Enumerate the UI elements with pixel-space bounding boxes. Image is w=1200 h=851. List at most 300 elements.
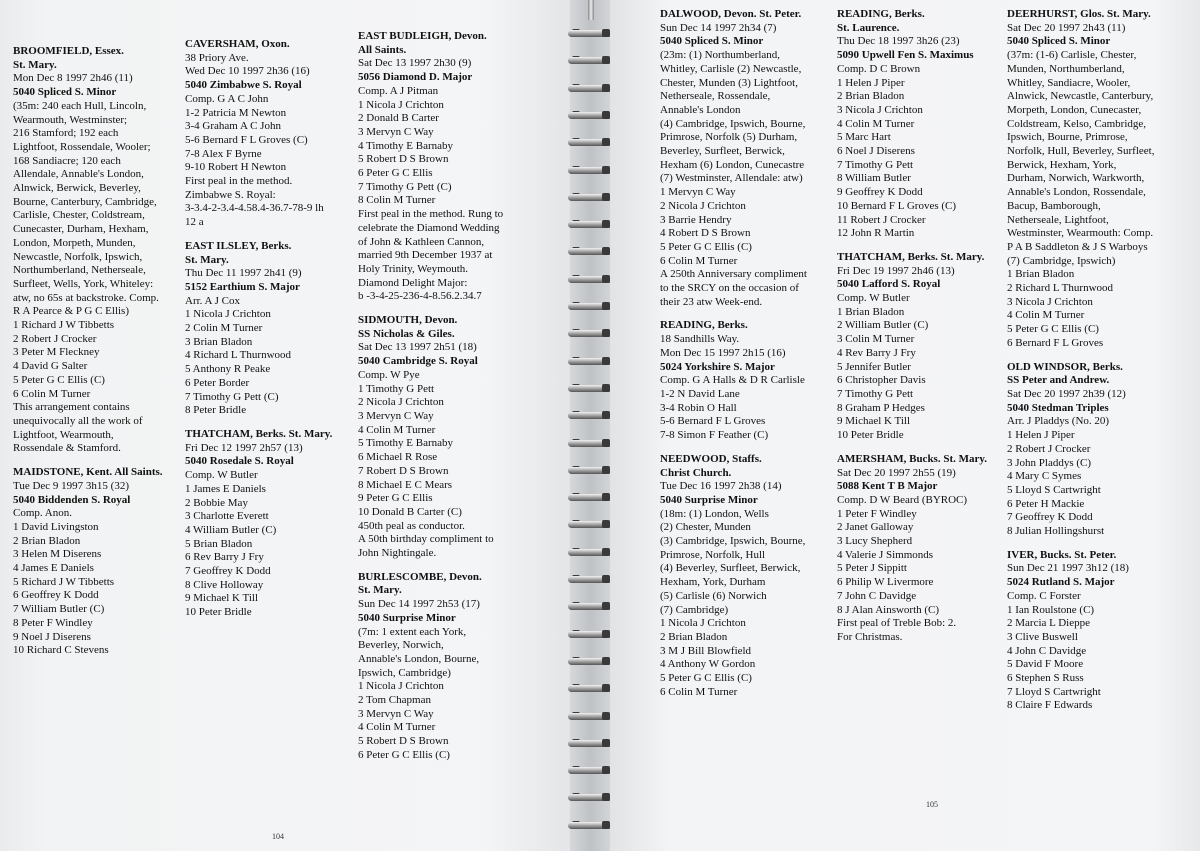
text-line: 2 Robert J Crocker bbox=[13, 332, 97, 345]
text-line: 6 Colin M Turner bbox=[660, 685, 738, 698]
text-line: 2 Brian Bladon bbox=[837, 90, 905, 103]
text-line: 7 Geoffrey K Dodd bbox=[1007, 511, 1093, 524]
text-line: 5 David F Moore bbox=[1007, 658, 1084, 671]
text-line: 5 Brian Bladon bbox=[185, 537, 253, 550]
text-line: (4) Cambridge, Ipswich, Bourne, bbox=[660, 117, 806, 130]
text-line: Coldstream, Kelso, Cambridge, bbox=[1007, 117, 1147, 130]
entry-separator bbox=[358, 304, 503, 314]
text-line: 9-10 Robert H Newton bbox=[185, 161, 287, 174]
text-line: 7-8 Simon F Feather (C) bbox=[660, 429, 769, 442]
text-line: SIDMOUTH, Devon. bbox=[358, 314, 458, 327]
text-line: 6 Geoffrey K Dodd bbox=[13, 589, 99, 602]
text-line: 5 Peter G C Ellis (C) bbox=[660, 672, 752, 685]
text-line: 1 Nicola J Crichton bbox=[358, 98, 444, 111]
text-line: London, Morpeth, Munden, bbox=[13, 236, 136, 249]
text-line: 5040 Spliced S. Minor bbox=[660, 35, 764, 48]
text-line: 18 Sandhills Way. bbox=[660, 333, 740, 346]
entry-separator bbox=[185, 418, 332, 428]
text-line: 1-2 N David Lane bbox=[660, 387, 740, 400]
text-line: (5) Carlisle (6) Norwich bbox=[660, 589, 767, 602]
text-line: (7) Westminster, Allendale: atw) bbox=[660, 172, 803, 185]
text-line: Comp. G A Halls & D R Carlisle bbox=[660, 374, 805, 387]
text-line: 9 Peter G C Ellis bbox=[358, 492, 433, 505]
text-line: 5 Peter G C Ellis (C) bbox=[13, 373, 105, 386]
text-line: 3 Nicola J Crichton bbox=[1007, 295, 1093, 308]
text-line: 5024 Rutland S. Major bbox=[1007, 576, 1115, 589]
text-line: 4 Colin M Turner bbox=[358, 423, 436, 436]
text-line: (37m: (1-6) Carlisle, Chester, bbox=[1007, 49, 1137, 62]
text-line: Munden, Northumberland, bbox=[1007, 62, 1125, 75]
text-line: 1 Mervyn C Way bbox=[660, 186, 736, 199]
text-line: 10 Peter Bridle bbox=[185, 606, 252, 619]
binding-ring bbox=[566, 381, 614, 395]
binding-ring bbox=[566, 272, 614, 286]
text-line: 4 John C Davidge bbox=[1007, 644, 1087, 657]
text-line: 6 Michael R Rose bbox=[358, 451, 438, 464]
binding-ring bbox=[566, 244, 614, 258]
text-line: 168 Sandiacre; 120 each bbox=[13, 154, 121, 167]
text-line: 10 Bernard F L Groves (C) bbox=[837, 199, 957, 212]
text-line: Bourne, Canterbury, Cambridge, bbox=[13, 195, 157, 208]
text-line: Bacup, Bamborough, bbox=[1007, 199, 1101, 212]
text-line: 4 Rev Barry J Fry bbox=[837, 346, 916, 359]
text-line: MAIDSTONE, Kent. All Saints. bbox=[13, 466, 163, 479]
text-line: 216 Stamford; 192 each bbox=[13, 127, 119, 140]
text-line: 3 Lucy Shepherd bbox=[837, 535, 913, 548]
text-line: 8 William Butler bbox=[837, 172, 911, 185]
binding-ring bbox=[566, 490, 614, 504]
text-line: 9 Noel J Diserens bbox=[13, 630, 91, 643]
text-line: 3 Brian Bladon bbox=[185, 335, 253, 348]
text-line: Sat Dec 20 1997 2h43 (11) bbox=[1007, 21, 1126, 34]
right-page-column-1 bbox=[660, 8, 807, 699]
text-line: READING, Berks. bbox=[837, 8, 925, 20]
text-line: 5040 Cambridge S. Royal bbox=[358, 355, 478, 368]
text-line: Beverley, Surfleet, Berwick, bbox=[660, 145, 785, 158]
text-line: Comp. A J Pitman bbox=[358, 84, 439, 97]
text-line: 5 Peter G C Ellis (C) bbox=[660, 240, 752, 253]
text-line: DEERHURST, Glos. St. Mary. bbox=[1007, 8, 1151, 20]
left-page-column-2 bbox=[185, 38, 332, 620]
text-line: Holy Trinity, Weymouth. bbox=[358, 262, 469, 275]
text-line: Primrose, Norfolk, Hull bbox=[660, 548, 766, 561]
text-line: Whitley, Sandiacre, Wooler, bbox=[1007, 76, 1131, 89]
text-line: married 9th December 1937 at bbox=[358, 249, 493, 262]
text-line: 9 Michael K Till bbox=[837, 415, 911, 428]
binding-ring bbox=[566, 408, 614, 422]
binding-ring bbox=[566, 763, 614, 777]
text-line: Beverley, Norwich, bbox=[358, 639, 444, 652]
text-line: 5152 Earthium S. Major bbox=[185, 280, 300, 293]
text-line: Carlisle, Chester, Coldstream, bbox=[13, 209, 145, 222]
binding-ring bbox=[566, 599, 614, 613]
text-line: 5 Marc Hart bbox=[837, 131, 891, 144]
text-line: 5040 Lafford S. Royal bbox=[837, 278, 941, 291]
text-line: Sun Dec 14 1997 2h34 (7) bbox=[660, 21, 777, 34]
text-line: Annable's London, Bourne, bbox=[358, 652, 480, 665]
text-line: SS Nicholas & Giles. bbox=[358, 327, 455, 340]
text-line: 3 Nicola J Crichton bbox=[837, 103, 923, 116]
text-line: 5 Lloyd S Cartwright bbox=[1007, 483, 1101, 496]
binding-ring bbox=[566, 108, 614, 122]
text-line: 2 Richard L Thurnwood bbox=[1007, 282, 1114, 295]
text-line: A 250th Anniversary compliment bbox=[660, 268, 807, 281]
text-line: 7 Geoffrey K Dodd bbox=[185, 565, 271, 578]
text-line: NEEDWOOD, Staffs. bbox=[660, 452, 762, 465]
binding-ring bbox=[566, 790, 614, 804]
text-line: This arrangement contains bbox=[13, 401, 130, 414]
text-line: Norfolk, Hull, Beverley, Surfleet, bbox=[1007, 145, 1155, 158]
entry-separator bbox=[358, 561, 503, 571]
text-line: Sat Dec 13 1997 2h51 (18) bbox=[358, 341, 477, 354]
text-line: Hexham (6) London, Cunecastre bbox=[660, 158, 805, 171]
right-page-column-3 bbox=[1007, 8, 1154, 713]
text-line: 5 Richard J W Tibbetts bbox=[13, 575, 115, 588]
text-line: 1 Nicola J Crichton bbox=[660, 617, 746, 630]
text-line: 5024 Yorkshire S. Major bbox=[660, 360, 775, 373]
binding-ring bbox=[566, 163, 614, 177]
text-line: First peal of Treble Bob: 2. bbox=[837, 617, 957, 630]
right-page-number: 105 bbox=[926, 800, 938, 809]
text-line: 6 Christopher Davis bbox=[837, 374, 926, 387]
binding-ring bbox=[566, 517, 614, 531]
text-line: Arr. J Pladdys (No. 20) bbox=[1007, 415, 1110, 428]
text-line: 4 Anthony W Gordon bbox=[660, 658, 756, 671]
text-line: Tue Dec 16 1997 2h38 (14) bbox=[660, 480, 782, 493]
text-line: 3 John Pladdys (C) bbox=[1007, 456, 1092, 469]
text-line: unequivocally all the work of bbox=[13, 414, 143, 427]
text-line: Westminster, Wearmouth: Comp. bbox=[1007, 227, 1154, 240]
binding-ring bbox=[566, 709, 614, 723]
text-line: 5056 Diamond D. Major bbox=[358, 71, 473, 84]
text-line: P A B Saddleton & J S Warboys bbox=[1007, 240, 1148, 253]
text-line: 2 William Butler (C) bbox=[837, 319, 929, 332]
text-line: Thu Dec 18 1997 3h26 (23) bbox=[837, 35, 960, 48]
text-line: All Saints. bbox=[358, 43, 407, 56]
text-line: Tue Dec 9 1997 3h15 (32) bbox=[13, 479, 129, 492]
text-line: 3 Mervyn C Way bbox=[358, 707, 434, 720]
text-line: 3 Helen M Diserens bbox=[13, 548, 102, 561]
binding-ring bbox=[566, 654, 614, 668]
text-line: Chester, Munden (3) Lightfoot, bbox=[660, 76, 798, 89]
text-line: Rossendale & Stamford. bbox=[13, 442, 121, 455]
text-line: 1 Brian Bladon bbox=[837, 305, 905, 318]
text-line: Ipswich, Cambridge) bbox=[358, 666, 451, 679]
text-line: 5-6 Bernard F L Groves (C) bbox=[185, 133, 308, 146]
text-line: Allendale, Annable's London, bbox=[13, 168, 144, 181]
binding-ring bbox=[566, 436, 614, 450]
text-line: Alnwick, Berwick, Beverley, bbox=[13, 182, 141, 195]
binding-ring bbox=[566, 463, 614, 477]
text-line: 6 Rev Barry J Fry bbox=[185, 551, 264, 564]
text-line: 4 Colin M Turner bbox=[1007, 309, 1085, 322]
text-line: 3 Peter M Fleckney bbox=[13, 346, 100, 359]
text-line: 6 Peter Border bbox=[185, 376, 250, 389]
binding-ring bbox=[566, 299, 614, 313]
text-line: R A Pearce & P G C Ellis) bbox=[13, 305, 130, 318]
text-line: 7-8 Alex F Byrne bbox=[185, 147, 262, 160]
text-line: (7) Cambridge) bbox=[660, 603, 729, 616]
text-line: (18m: (1) London, Wells bbox=[660, 507, 769, 520]
text-line: 5040 Biddenden S. Royal bbox=[13, 493, 131, 506]
text-line: 7 Timothy G Pett bbox=[837, 158, 914, 171]
text-line: 1 Nicola J Crichton bbox=[358, 680, 444, 693]
text-line: 12 a bbox=[185, 216, 204, 229]
text-line: 4 David G Salter bbox=[13, 360, 88, 373]
text-line: 5040 Zimbabwe S. Royal bbox=[185, 79, 302, 92]
binding-ring bbox=[566, 26, 614, 40]
text-line: 6 Colin M Turner bbox=[660, 254, 738, 267]
text-line: 3 Clive Buswell bbox=[1007, 630, 1078, 643]
text-line: 3-4 Graham A C John bbox=[185, 120, 281, 133]
text-line: Whitley, Carlisle (2) Newcastle, bbox=[660, 62, 802, 75]
text-line: 3 Mervyn C Way bbox=[358, 125, 434, 138]
text-line: 12 John R Martin bbox=[837, 227, 915, 240]
text-line: 8 Colin M Turner bbox=[358, 194, 436, 207]
text-line: Netherseale, Rossendale, bbox=[660, 90, 771, 103]
text-line: Ipswich, Bourne, Primrose, bbox=[1007, 131, 1128, 144]
text-line: of John & Kathleen Cannon, bbox=[358, 235, 485, 248]
text-line: Netherseale, Lightfoot, bbox=[1007, 213, 1109, 226]
text-line: Christ Church. bbox=[660, 466, 732, 479]
text-line: Mon Dec 15 1997 2h15 (16) bbox=[660, 346, 786, 359]
text-line: 7 Lloyd S Cartwright bbox=[1007, 685, 1101, 698]
text-line: 3 M J Bill Blowfield bbox=[660, 644, 752, 657]
text-line: 450th peal as conductor. bbox=[358, 519, 465, 532]
text-line: 1 Helen J Piper bbox=[837, 76, 905, 89]
binding-ring bbox=[566, 135, 614, 149]
text-line: 7 Timothy G Pett bbox=[837, 387, 914, 400]
text-line: 10 Donald B Carter (C) bbox=[358, 505, 462, 518]
text-line: Wed Dec 10 1997 2h36 (16) bbox=[185, 65, 310, 78]
binding-ring bbox=[566, 681, 614, 695]
text-line: 5-6 Bernard F L Groves bbox=[660, 415, 766, 428]
text-line: 6 Noel J Diserens bbox=[837, 145, 915, 158]
text-line: Sat Dec 20 1997 2h55 (19) bbox=[837, 466, 956, 479]
text-line: 6 Peter G C Ellis bbox=[358, 167, 433, 180]
text-line: 3-4 Robin O Hall bbox=[660, 401, 737, 414]
entry-separator bbox=[660, 309, 807, 319]
entry-separator bbox=[185, 230, 332, 240]
text-line: Comp. W Pye bbox=[358, 368, 420, 381]
text-line: Sun Dec 14 1997 2h53 (17) bbox=[358, 598, 480, 611]
entry-separator bbox=[660, 443, 807, 453]
text-line: to the SRCY on the occasion of bbox=[660, 282, 799, 295]
text-line: 2 Donald B Carter bbox=[358, 112, 439, 125]
text-line: Comp. W Butler bbox=[185, 469, 258, 482]
text-line: THATCHAM, Berks. St. Mary. bbox=[185, 427, 333, 440]
text-line: 1 Richard J W Tibbetts bbox=[13, 319, 115, 332]
text-line: AMERSHAM, Bucks. St. Mary. bbox=[837, 452, 988, 465]
text-line: BROOMFIELD, Essex. bbox=[13, 45, 124, 57]
text-line: 9 Geoffrey K Dodd bbox=[837, 186, 923, 199]
text-line: 6 Colin M Turner bbox=[13, 387, 91, 400]
text-line: 5040 Surprise Minor bbox=[358, 611, 456, 624]
text-line: 1 Helen J Piper bbox=[1007, 429, 1075, 442]
text-line: READING, Berks. bbox=[660, 319, 748, 332]
text-line: Arr. A J Cox bbox=[185, 294, 241, 307]
text-line: SS Peter and Andrew. bbox=[1007, 374, 1110, 387]
text-line: Primrose, Norfolk (5) Durham, bbox=[660, 131, 798, 144]
text-line: 5 Peter J Sippitt bbox=[837, 562, 907, 575]
text-line: 6 Peter H Mackie bbox=[1007, 497, 1085, 510]
text-line: 4 Valerie J Simmonds bbox=[837, 548, 934, 561]
text-line: Fri Dec 19 1997 2h46 (13) bbox=[837, 264, 955, 277]
right-page bbox=[610, 0, 1200, 851]
text-line: (4) Beverley, Surfleet, Berwick, bbox=[660, 562, 801, 575]
text-line: Berwick, Hexham, York, bbox=[1007, 158, 1117, 171]
text-line: 8 Graham P Hedges bbox=[837, 401, 925, 414]
text-line: 8 Peter Bridle bbox=[185, 404, 247, 417]
text-line: 3-3.4-2-3.4-4.58.4-36.7-78-9 lh bbox=[185, 202, 324, 215]
text-line: Annable's London, Rossendale, bbox=[1007, 186, 1146, 199]
text-line: 8 Clive Holloway bbox=[185, 578, 264, 591]
text-line: 1 David Livingston bbox=[13, 520, 99, 533]
text-line: 2 Colin M Turner bbox=[185, 322, 263, 335]
text-line: 6 Bernard F L Groves bbox=[1007, 336, 1104, 349]
entry-separator bbox=[837, 443, 987, 453]
text-line: 3 Mervyn C Way bbox=[358, 409, 434, 422]
text-line: celebrate the Diamond Wedding bbox=[358, 221, 500, 234]
text-line: 5040 Surprise Minor bbox=[660, 493, 758, 506]
text-line: Durham, Norwich, Warkworth, bbox=[1007, 172, 1145, 185]
text-line: 1 Timothy G Pett bbox=[358, 382, 435, 395]
text-line: Sat Dec 20 1997 2h39 (12) bbox=[1007, 387, 1126, 400]
text-line: Comp. W Butler bbox=[837, 292, 910, 305]
text-line: 2 Brian Bladon bbox=[13, 534, 81, 547]
text-line: Annable's London bbox=[660, 103, 741, 116]
text-line: 4 Robert D S Brown bbox=[660, 227, 751, 240]
binding-ring bbox=[566, 545, 614, 559]
text-line: 4 Colin M Turner bbox=[358, 721, 436, 734]
text-line: 5 Robert D S Brown bbox=[358, 153, 449, 166]
text-line: 4 Mary C Symes bbox=[1007, 470, 1082, 483]
text-line: 8 J Alan Ainsworth (C) bbox=[837, 603, 940, 616]
text-line: 5040 Spliced S. Minor bbox=[1007, 35, 1111, 48]
left-page bbox=[0, 0, 570, 851]
spiral-binding bbox=[570, 0, 610, 851]
text-line: (2) Chester, Munden bbox=[660, 521, 751, 534]
text-line: b -3-4-25-236-4-8.56.2.34.7 bbox=[358, 290, 482, 303]
text-line: 6 Stephen S Russ bbox=[1007, 672, 1084, 685]
text-line: 8 Peter F Windley bbox=[13, 616, 93, 629]
text-line: St. Mary. bbox=[13, 58, 57, 71]
text-line: OLD WINDSOR, Berks. bbox=[1007, 360, 1123, 373]
text-line: 5 Anthony R Peake bbox=[185, 363, 271, 376]
text-line: 3 Charlotte Everett bbox=[185, 510, 269, 523]
text-line: Sun Dec 21 1997 3h12 (18) bbox=[1007, 562, 1129, 575]
text-line: 7 Timothy G Pett (C) bbox=[358, 180, 452, 193]
text-line: Alnwick, Newcastle, Canterbury, bbox=[1007, 90, 1154, 103]
text-line: 4 Colin M Turner bbox=[837, 117, 915, 130]
text-line: St. Laurence. bbox=[837, 21, 900, 34]
text-line: (23m: (1) Northumberland, bbox=[660, 49, 781, 62]
text-line: 5040 Rosedale S. Royal bbox=[185, 455, 294, 468]
text-line: 1 James E Daniels bbox=[185, 482, 266, 495]
text-line: 10 Richard C Stevens bbox=[13, 644, 109, 657]
text-line: 2 Nicola J Crichton bbox=[358, 396, 444, 409]
text-line: 5 Timothy E Barnaby bbox=[358, 437, 454, 450]
text-line: Comp. D W Beard (BYROC) bbox=[837, 493, 968, 506]
entry-separator bbox=[13, 456, 163, 466]
text-line: (7m: 1 extent each York, bbox=[358, 625, 467, 638]
text-line: Lightfoot, Wearmouth, bbox=[13, 428, 114, 441]
text-line: Sat Dec 13 1997 2h30 (9) bbox=[358, 57, 472, 70]
text-line: 6 Philip W Livermore bbox=[837, 576, 934, 589]
text-line: EAST BUDLEIGH, Devon. bbox=[358, 30, 487, 42]
text-line: 3 Colin M Turner bbox=[837, 333, 915, 346]
text-line: 2 Brian Bladon bbox=[660, 630, 728, 643]
binding-wire-end bbox=[588, 0, 594, 20]
text-line: Surfleet, Wells, York, Whiteley: bbox=[13, 277, 154, 290]
text-line: THATCHAM, Berks. St. Mary. bbox=[837, 250, 985, 263]
text-line: 4 James E Daniels bbox=[13, 562, 94, 575]
text-line: Comp. Anon. bbox=[13, 507, 72, 520]
text-line: Comp. D C Brown bbox=[837, 62, 921, 75]
right-page-column-2 bbox=[837, 8, 987, 645]
binding-ring bbox=[566, 81, 614, 95]
binding-ring bbox=[566, 53, 614, 67]
binding-ring bbox=[566, 627, 614, 641]
text-line: (3) Cambridge, Ipswich, Bourne, bbox=[660, 535, 806, 548]
entry-separator bbox=[837, 241, 987, 251]
text-line: 1 Brian Bladon bbox=[1007, 268, 1075, 281]
left-page-number: 104 bbox=[272, 832, 284, 841]
text-line: CAVERSHAM, Oxon. bbox=[185, 38, 290, 50]
text-line: 5090 Upwell Fen S. Maximus bbox=[837, 49, 974, 62]
text-line: For Christmas. bbox=[837, 630, 903, 643]
text-line: Comp. G A C John bbox=[185, 92, 269, 105]
text-line: (35m: 240 each Hull, Lincoln, bbox=[13, 99, 147, 112]
text-line: atw, no 65s at backstroke. Comp. bbox=[13, 291, 159, 304]
text-line: Hexham, York, Durham bbox=[660, 576, 766, 589]
text-line: 10 Peter Bridle bbox=[837, 429, 904, 442]
text-line: 4 William Butler (C) bbox=[185, 523, 277, 536]
text-line: 5040 Spliced S. Minor bbox=[13, 86, 117, 99]
text-line: 2 Robert J Crocker bbox=[1007, 442, 1091, 455]
left-page-column-1 bbox=[13, 45, 163, 658]
text-line: Newcastle, Norfolk, Ipswich, bbox=[13, 250, 143, 263]
text-line: Diamond Delight Major: bbox=[358, 276, 468, 289]
text-line: 1 Nicola J Crichton bbox=[185, 308, 271, 321]
text-line: Zimbabwe S. Royal: bbox=[185, 188, 276, 201]
text-line: A 50th birthday compliment to bbox=[358, 533, 494, 546]
text-line: First peal in the method. bbox=[185, 175, 293, 188]
binding-ring bbox=[566, 736, 614, 750]
text-line: DALWOOD, Devon. St. Peter. bbox=[660, 8, 802, 20]
text-line: Northumberland, Netherseale, bbox=[13, 264, 146, 277]
text-line: 5 Robert D S Brown bbox=[358, 735, 449, 748]
text-line: 1 Peter F Windley bbox=[837, 507, 917, 520]
binding-ring bbox=[566, 217, 614, 231]
text-line: 7 Robert D S Brown bbox=[358, 464, 449, 477]
text-line: 4 Richard L Thurnwood bbox=[185, 349, 292, 362]
text-line: their 23 atw Week-end. bbox=[660, 295, 763, 308]
text-line: 1 Ian Roulstone (C) bbox=[1007, 603, 1095, 616]
text-line: 7 Timothy G Pett (C) bbox=[185, 390, 279, 403]
text-line: 5 Peter G C Ellis (C) bbox=[1007, 323, 1099, 336]
text-line: 5088 Kent T B Major bbox=[837, 480, 938, 493]
text-line: BURLESCOMBE, Devon. bbox=[358, 570, 482, 583]
text-line: (7) Cambridge, Ipswich) bbox=[1007, 254, 1116, 267]
text-line: 5040 Stedman Triples bbox=[1007, 401, 1109, 414]
text-line: 8 Julian Hollingshurst bbox=[1007, 525, 1105, 538]
text-line: Morpeth, London, Cunecaster, bbox=[1007, 103, 1142, 116]
text-line: 2 Nicola J Crichton bbox=[660, 199, 746, 212]
entry-separator bbox=[1007, 539, 1154, 549]
text-line: Cunecaster, Durham, Hexham, bbox=[13, 223, 149, 236]
text-line: 11 Robert J Crocker bbox=[837, 213, 926, 226]
